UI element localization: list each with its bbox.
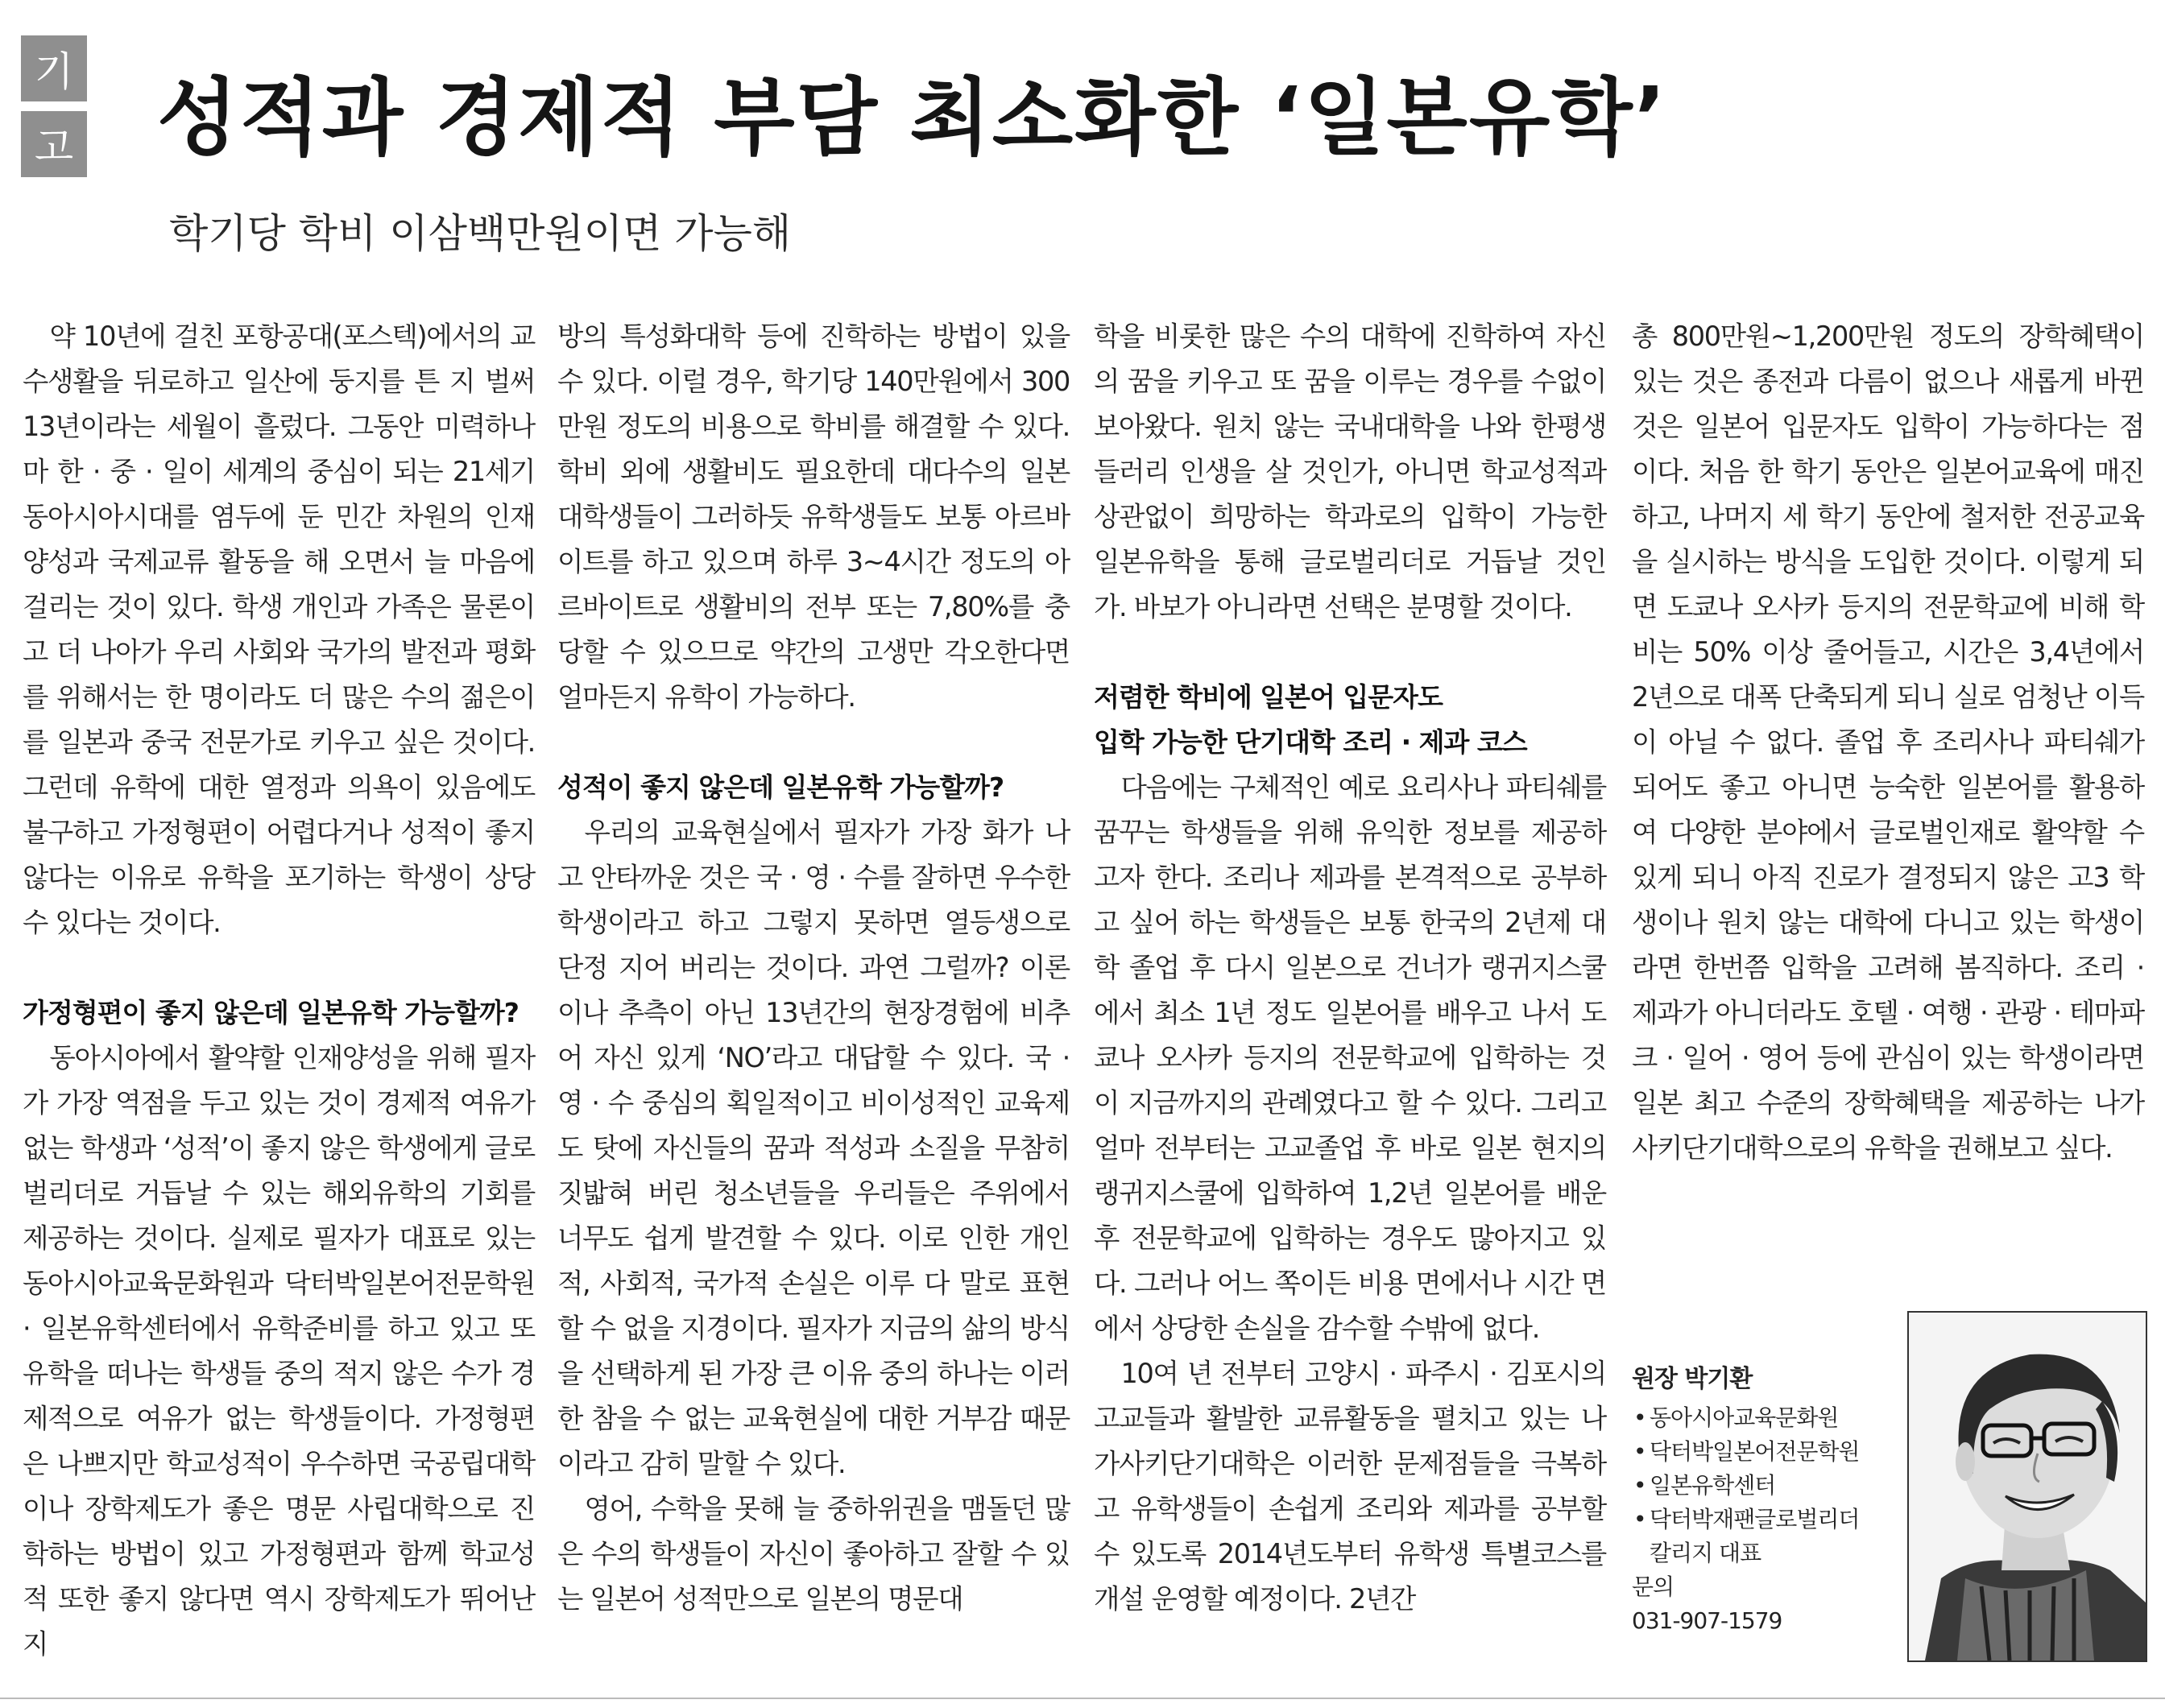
article-column-3: [1094, 314, 1606, 1622]
author-name: 원장 박기환: [1632, 1365, 1753, 1393]
paragraph: 약 10년에 걸친 포항공대(포스텍)에서의 교수생활을 뒤로하고 일산에 둥지를 튼 지 벌써 13년이라는 세월이 흘렀다. 그동안 미력하나마 한 · 중 · 일이 세계의 중심이 되는 21세기 동아시아시대를 염두에 둔 민간 차원의 인재양성과 국제교류 활동을 해 오면서 늘 마음에 걸리는 것이 있다. 학생 개인과 가족은 물론이고 더 나아가 우리 사회와 국가의 발전과 평화를 위해서는 한 명이라도 더 많은 수의 젊은이를 일본과 중국 전문가로 키우고 싶은 것이다. 그런데 유학에 대한 열정과 의욕이 있음에도 불구하고 가정형편이 어렵다거나 성적이 좋지 않다는 이유로 유학을 포기하는 학생이 상당수 있다는 것이다.: [23, 321, 535, 938]
paragraph: 학을 비롯한 많은 수의 대학에 진학하여 자신의 꿈을 키우고 또 꿈을 이루는 경우를 수없이 보아왔다. 원치 않는 국내대학을 나와 한평생 들러리 인생을 살 것인가, 아니면 학교성적과 상관없이 희망하는 학과로의 입학이 가능한 일본유학을 통해 글로벌리더로 거듭날 것인가. 바보가 아니라면 선택은 분명할 것이다.: [1094, 321, 1606, 622]
section-heading-line-2: 입학 가능한 단기대학 조리 · 제과 코스: [1094, 726, 1527, 758]
section-heading: [1094, 675, 1606, 765]
section-tag-char-1: 기: [21, 35, 87, 101]
section-heading: 성적이 좋지 않은데 일본유학 가능할까?: [557, 771, 1004, 803]
article-column-1: [23, 314, 535, 1667]
paragraph: 영어, 수학을 못해 늘 중하위권을 맴돌던 많은 수의 학생들이 자신이 좋아하고 잘할 수 있는 일본어 성적만으로 일본의 명문대: [557, 1493, 1070, 1615]
contact-label: 문의: [1632, 1574, 1674, 1600]
article-column-2: [557, 314, 1070, 1622]
contact-phone: 031-907-1579: [1632, 1607, 1782, 1634]
affiliation-item-cont: 칼리지 대표: [1650, 1540, 1761, 1566]
paragraph: 우리의 교육현실에서 필자가 가장 화가 나고 안타까운 것은 국 · 영 · 수를 잘하면 우수한 학생이라고 하고 그렇지 못하면 열등생으로 단정 지어 버리는 것이다. 과연 그럴까? 이론이나 추측이 아닌 13년간의 현장경험에 비추어 자신 있게 ‘NO’라고 대답할 수 있다. 국 · 영 · 수 중심의 획일적이고 비이성적인 교육제도 탓에 자신들의 꿈과 적성과 소질을 무참히 짓밟혀 버린 청소년들을 우리들은 주위에서 너무도 쉽게 발견할 수 있다. 이로 인한 개인적, 사회적, 국가적 손실은 이루 다 말로 표현할 수 없을 지경이다. 필자가 지금의 삶의 방식을 선택하게 된 가장 큰 이유 중의 하나는 이러한 참을 수 없는 교육현실에 대한 거부감 때문이라고 감히 말할 수 있다.: [557, 817, 1070, 1479]
section-heading-line-1: 저렴한 학비에 일본어 입문자도: [1094, 681, 1443, 713]
affiliation-item: • 동아시아교육문화원: [1632, 1401, 1898, 1435]
paragraph: 10여 년 전부터 고양시 · 파주시 · 김포시의 고교들과 활발한 교류활동을 펼치고 있는 나가사키단기대학은 이러한 문제점들을 극복하고 유학생들이 손쉽게 조리와 제과를 공부할 수 있도록 2014년도부터 유학생 특별코스를 개설 운영할 예정이다. 2년간: [1094, 1358, 1606, 1615]
bottom-rule: [0, 1698, 2165, 1699]
headline: 성적과 경제적 부담 최소화한 ‘일본유학’: [157, 68, 1668, 167]
paragraph: 총 800만원~1,200만원 정도의 장학혜택이 있는 것은 종전과 다름이 없으나 새롭게 바뀐 것은 일본어 입문자도 입학이 가능하다는 점이다. 처음 한 학기 동안은 일본어교육에 매진하고, 나머지 세 학기 동안에 철저한 전공교육을 실시하는 방식을 도입한 것이다. 이렇게 되면 도쿄나 오사카 등지의 전문학교에 비해 학비는 50% 이상 줄어들고, 시간은 3,4년에서 2년으로 대폭 단축되게 되니 실로 엄청난 이득이 아닐 수 없다. 졸업 후 조리사나 파티쉐가 되어도 좋고 아니면 능숙한 일본어를 활용하여 다양한 분야에서 글로벌인재로 활약할 수 있게 되니 아직 진로가 결정되지 않은 고3 학생이나 원치 않는 대학에 다니고 있는 학생이라면 한번쯤 입학을 고려해 봄직하다. 조리 · 제과가 아니더라도 호텔 · 여행 · 관광 · 테마파크 · 일어 · 영어 등에 관심이 있는 학생이라면 일본 최고 수준의 장학혜택을 제공하는 나가사키단기대학으로의 유학을 권해보고 싶다.: [1632, 321, 2144, 1164]
subheadline: 학기당 학비 이삼백만원이면 가능해: [169, 210, 792, 257]
affiliation-item: • 닥터박일본어전문학원: [1632, 1435, 1898, 1469]
paragraph: 동아시아에서 활약할 인재양성을 위해 필자가 가장 역점을 두고 있는 것이 경제적 여유가 없는 학생과 ‘성적’이 좋지 않은 학생에게 글로벌리더로 거듭날 수 있는 해외유학의 기회를 제공하는 것이다. 실제로 필자가 대표로 있는 동아시아교육문화원과 닥터박일본어전문학원 · 일본유학센터에서 유학준비를 하고 있고 또 유학을 떠나는 학생들 중의 적지 않은 수가 경제적으로 여유가 없는 학생들이다. 가정형편은 나쁘지만 학교성적이 우수하면 국공립대학이나 장학제도가 좋은 명문 사립대학으로 진학하는 방법이 있고 가정형편과 함께 학교성적 또한 좋지 않다면 역시 장학제도가 뛰어난 지: [23, 1042, 535, 1660]
paragraph: 방의 특성화대학 등에 진학하는 방법이 있을 수 있다. 이럴 경우, 학기당 140만원에서 300만원 정도의 비용으로 학비를 해결할 수 있다. 학비 외에 생활비도 필요한데 대다수의 일본 대학생들이 그러하듯 유학생들도 보통 아르바이트를 하고 있으며 하루 3~4시간 정도의 아르바이트로 생활비의 전부 또는 7,80%를 충당할 수 있으므로 약간의 고생만 각오한다면 얼마든지 유학이 가능하다.: [557, 321, 1070, 713]
affiliation-list: [1632, 1401, 1898, 1570]
affiliation-item: • 닥터박재팬글로벌리더 칼리지 대표: [1632, 1503, 1898, 1570]
section-tag-char-2: 고: [21, 111, 87, 177]
author-box: [1632, 1363, 1898, 1638]
author-photo: [1907, 1311, 2147, 1662]
affiliation-item: • 일본유학센터: [1632, 1469, 1898, 1503]
article-column-4: [1632, 314, 2144, 1171]
section-heading: 가정형편이 좋지 않은데 일본유학 가능할까?: [23, 997, 519, 1028]
paragraph: 다음에는 구체적인 예로 요리사나 파티쉐를 꿈꾸는 학생들을 위해 유익한 정보를 제공하고자 한다. 조리나 제과를 본격적으로 공부하고 싶어 하는 학생들은 보통 한국의 2년제 대학 졸업 후 다시 일본으로 건너가 랭귀지스쿨에서 최소 1년 정도 일본어를 배우고 나서 도쿄나 오사카 등지의 전문학교에 입학하는 것이 지금까지의 관례였다고 할 수 있다. 그리고 얼마 전부터는 고교졸업 후 바로 일본 현지의 랭귀지스쿨에 입학하여 1,2년 일본어를 배운 후 전문학교에 입학하는 경우도 많아지고 있다. 그러나 어느 쪽이든 비용 면에서나 시간 면에서 상당한 손실을 감수할 수밖에 없다.: [1094, 771, 1606, 1344]
